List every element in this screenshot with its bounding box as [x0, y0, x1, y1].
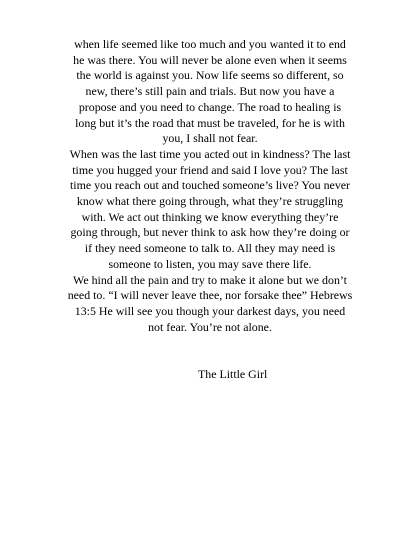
text-line: 13:5 He will see you though your darkest days, you need [74, 303, 346, 318]
text-line: We hind all the pain and try to make it alone but we don’t [73, 272, 347, 287]
text-line: time you hugged your friend and said I love you? The last [72, 162, 348, 177]
text-line: the world is against you. Now life seems so different, so [76, 68, 344, 83]
text-line: going through, but never think to ask how they’re doing or [70, 225, 350, 240]
text-line: you, I shall not fear. [162, 131, 258, 146]
text-line: if they need someone to talk to. All they may need is [84, 241, 336, 256]
text-line: when life seemed like too much and you wanted it to end [74, 37, 346, 51]
signature: The Little Girl [198, 367, 268, 381]
body-text [50, 37, 370, 335]
text-line: long but it’s the road that must be traveled, for he is with [75, 115, 345, 130]
text-line: know what there going through, what they’re struggling [76, 194, 344, 209]
text-line: someone to listen, you may save there life. [108, 256, 312, 271]
text-line: need to. “I will never leave thee, nor forsake thee” Hebrews [67, 288, 353, 303]
text-line: propose and you need to change. The road to healing is [78, 99, 342, 114]
text-line: new, there’s still pain and trials. But now you have a [85, 84, 335, 99]
text-line: When was the last time you acted out in kindness? The last [69, 146, 351, 161]
text-line: with. We act out thinking we know everything they’re [81, 209, 339, 224]
text-line: not fear. You’re not alone. [148, 319, 272, 334]
text-line: he was there. You will never be alone even when it seems [73, 52, 347, 67]
text-line: time you reach out and touched someone’s live? You never [69, 178, 351, 193]
